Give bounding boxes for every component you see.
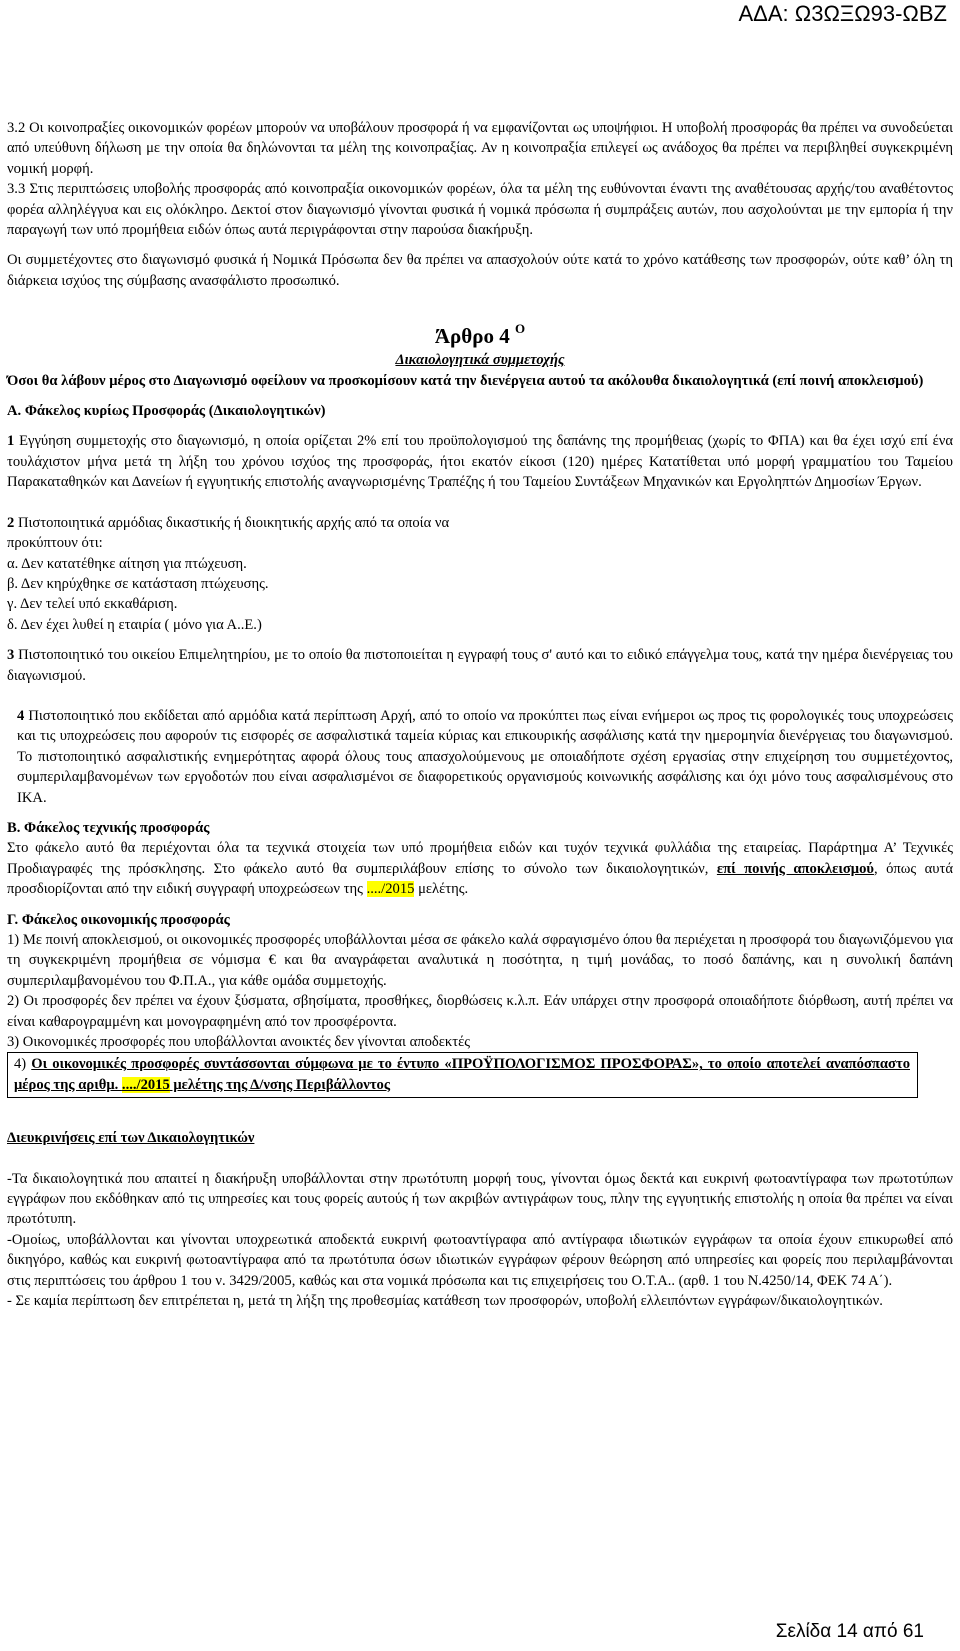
paragraph-3-3: 3.3 Στις περιπτώσεις υποβολής προσφοράς από κοινοπραξία οικονομικών φορέων, όλα τα μέλη της ευθύνονται έναντι της αναθέτουσας αρχής/του αναθέτοντος φορέα αλληλέγγυα και εις ολόκληρο. Δεκτοί στον διαγωνισμό γίνονται φυσικά ή νομικά πρόσωπα ή συμπράξεις αυτών, που ασχολούνται με την εμπορία ή την παραγωγή των υπό προμήθεια ειδών όπως αυτά περιγράφονται στην παρούσα διακήρυξη. (7, 181, 953, 239)
item-4 (7, 706, 953, 808)
section-g-item-4-highlight: ..../2015 (121, 1076, 170, 1093)
item-2-line-2: προκύπτουν ότι: (7, 535, 103, 552)
item-2-number: 2 (7, 514, 15, 531)
intro-paragraph: Όσοι θα λάβουν μέρος στο Διαγωνισμό οφείλουν να προσκομίσουν κατά την διενέργεια αυτού τα ακόλουθα δικαιολογητικά (επί ποινή αποκλεισμού) (7, 372, 924, 389)
item-2-d: δ. Δεν έχει λυθεί η εταιρία ( μόνο για Α..Ε.) (7, 616, 262, 633)
paragraph-participants: Οι συμμετέχοντες στο διαγωνισμό φυσικά ή Νομικά Πρόσωπα δεν θα πρέπει να απασχολούν ούτε κατά το χρόνο κατάθεσης των προσφορών, ούτε καθ’ όλη τη διάρκεια ισχύος της σύμβασης ανασφάλιστο προσωπικό. (7, 252, 953, 289)
item-2-text: Πιστοποιητικά αρμόδιας δικαστικής ή διοικητικής αρχής από τα οποία να (14, 514, 450, 531)
section-g-item-4-text-1: Οι οικονομικές προσφορές συντάσσονται σύμφωνα με το έντυπο «ΠΡΟΫΠΟΛΟΓΙΣΜΟΣ ΠΡΟΣΦΟΡΑΣ», το οποίο αποτελεί αναπόσπαστο μέρος της αριθμ. (14, 1056, 910, 1093)
item-2-b: β. Δεν κηρύχθηκε σε κατάσταση πτώχευσης. (7, 575, 269, 592)
clarification-1: -Τα δικαιολογητικά που απαιτεί η διακήρυξη υποβάλλονται στην πρωτότυπη μορφή τους, γίνονται όμως δεκτά και ευκρινή φωτοαντίγραφα των πρωτοτύπων εγγράφων που εκδόθηκαν από τις υπηρεσίες και τους φορείς αυτούς ή των ακριβών αντιγράφων τους, πλην της εγγυητικής επιστολής η οποία θα πρέπει να είναι πρωτότυπη. (7, 1170, 953, 1228)
section-b-text-2: , όπως αυτά προσδιορίζονται από την ειδική συγγραφή υποχρεώσεων της (7, 860, 953, 898)
section-g-item-4 (14, 1054, 910, 1095)
section-g-item-4-box (7, 1052, 918, 1098)
section-g-item-3: 3) Οικονομικές προσφορές που υποβάλλονται ανοικτές δεν γίνονται αποδεκτές (7, 1034, 471, 1051)
section-b-title: Β. Φάκελος τεχνικής προσφοράς (7, 819, 210, 836)
section-b-highlight: ..../2015 (366, 881, 415, 898)
section-b-text-3: μελέτης. (414, 881, 469, 898)
article-superscript: Ο (514, 321, 526, 337)
section-g-item-4-number: 4) (14, 1056, 32, 1073)
section-g-item-1: 1) Με ποινή αποκλεισμού, οι οικονομικές προσφορές υποβάλλονται μέσα σε φάκελο καλά σφραγισμένο όπου θα περιέχεται η προσφορά του διαγωνιζόμενου για τη συγκεκριμένη προμήθεια σε νόμισμα € και θα αναγράφεται αναλυτικά η ποσότητα, η τιμή μονάδας, το ποσό δαπάνης, και η συνολική δαπάνη συμπεριλαμβανομένου του Φ.Π.Α., για κάθε ομάδα συμμετοχής. (7, 932, 953, 989)
section-g-title: Γ. Φάκελος οικονομικής προσφοράς (7, 911, 230, 928)
clarification-2: -Ομοίως, υποβάλλονται και γίνονται υποχρεωτικά αποδεκτά ευκρινή φωτοαντίγραφα από αντίγραφα ιδιωτικών εγγράφων τα οποία έχουν επικυρωθεί από δικηγόρο, καθώς και ευκρινή φωτοαντίγραφα από τα πρωτότυπα όσων ιδιωτικών εγγράφων φέρουν θεώρηση από υπηρεσίες και φορείς που περιλαμβάνονται στις περιπτώσεις του άρθρου 1 του ν. 3429/2005, καθώς και στα νομικά πρόσωπα και τις επιχειρήσεις του Ο.Τ.Α.. (αρθ. 1 του Ν.4250/14, ΦΕΚ 74 Α΄). (7, 1231, 953, 1289)
article-title: Άρθρο 4 (434, 324, 510, 349)
section-a-title: Α. Φάκελος κυρίως Προσφοράς (Δικαιολογητικών) (7, 403, 326, 420)
section-g-item-2: 2) Οι προσφορές δεν πρέπει να έχουν ξύσματα, σβησίματα, προσθήκες, διορθώσεις κ.λ.π. Εάν υπάρχει στην προσφορά οποιαδήποτε διόρθωση, αυτή πρέπει να είναι καθαρογραμμένη και μονογραφημένη από τον προσφέροντα. (7, 993, 953, 1030)
item-1 (7, 431, 953, 492)
item-3-text: Πιστοποιητικό του οικείου Επιμελητηρίου, με το οποίο θα πιστοποιείται η εγγραφή τους σ' αυτό και το ειδικό επάγγελμα τους, κατά την ημέρα διενέργειας του διαγωνισμού. (7, 647, 953, 684)
item-3-number: 3 (7, 647, 15, 664)
item-2-a: α. Δεν κατατέθηκε αίτηση για πτώχευση. (7, 555, 247, 572)
page-number: Σελίδα 14 από 61 (775, 1621, 924, 1642)
section-b-text-1: Στο φάκελο αυτό θα περιέχονται όλα τα τεχνικά στοιχεία των υπό προμήθεια ειδών και τυχόν τεχνικά φυλλάδια της εταιρείας. Παράρτημα Α’ Τεχνικές Προδιαγραφές της πρόσκλησης. Στο φάκελο αυτό θα συμπεριλάβουν επίσης το σύνολο των δικαιολογητικών, (7, 840, 953, 877)
ada-code: ΑΔΑ: Ω3ΩΞΩ93-ΩΒΖ (738, 1, 947, 26)
section-b-bold: επί ποινής αποκλεισμού (716, 860, 874, 877)
article-heading (7, 315, 953, 350)
paragraph-3-2: 3.2 Οι κοινοπραξίες οικονομικών φορέων μπορούν να υποβάλουν προσφορά ή να εμφανίζονται ως υποψήφιοι. Η υποβολή προσφοράς θα πρέπει να συνοδεύεται από υπεύθυνη δήλωση με την οποία θα δηλώνονται τα μέλη της κοινοπραξίας. Αν η κοινοπραξία επιλεγεί ως ανάδοχος θα πρέπει να περιβληθεί συγκεκριμένη νομική μορφή. (7, 120, 953, 177)
item-4-text: Πιστοποιητικό που εκδίδεται από αρμόδια κατά περίπτωση Αρχή, από το οποίο να προκύπτει πως είναι ενήμεροι ως προς τις φορολογικές τους υποχρεώσεις και τις υποχρεώσεις που αφορούν τις εισφορές σε ασφαλιστικά ταμεία κύριας και επικουρικής ασφάλισης κατά την ημερομηνία διενέργειας του διαγωνισμού. Το πιστοποιητικό ασφαλιστικής ενημερότητας αφορά όλους τους απασχολούμενους με οποιαδήποτε σχέση εργασίας στην επιχείρηση του συμμετέχοντος, συμπεριλαμβανομένων των εργοδοτών που είναι ασφαλισμένοι σε διαφορετικούς οργανισμούς κοινωνικής ασφάλισης και όχι μόνο τους ασφαλισμένους στο ΙΚΑ. (17, 707, 953, 806)
section-g-item-4-text-2: μελέτης της Δ/νσης Περιβάλλοντος (169, 1076, 391, 1093)
clarification-3: - Σε καμία περίπτωση δεν επιτρέπεται η, μετά τη λήξη της προθεσμίας κατάθεση των προσφορών, υποβολή ελλειπόντων εγγράφων/δικαιολογητικών. (7, 1293, 883, 1310)
item-3 (7, 645, 953, 686)
item-2-line-1 (7, 513, 953, 533)
item-4-number: 4 (17, 707, 25, 724)
clarifications-title: Διευκρινήσεις επί των Δικαιολογητικών (7, 1130, 255, 1147)
section-b-paragraph (7, 838, 953, 899)
document-body (7, 118, 953, 1312)
item-2-c: γ. Δεν τελεί υπό εκκαθάριση. (7, 596, 178, 613)
item-1-text: Εγγύηση συμμετοχής στο διαγωνισμό, η οποία ορίζεται 2% επί του προϋπολογισμού της δαπάνης της προμήθειας (χωρίς το ΦΠΑ) και θα έχει ισχύ επί ένα τουλάχιστον μήνα μετά τη λήξη του χρόνου ισχύος της προσφοράς, ήτοι εκατόν είκοσι (120) ημέρες Κατατίθεται υπό μορφή γραμματίου του Ταμείου Παρακαταθηκών και Δανείων ή εγγυητικής επιστολής αναγνωρισμένης Τραπέζης ή του Ταμείου Συντάξεων Μηχανικών και Εργοληπτών Δημοσίων Έργων. (7, 433, 953, 491)
item-1-number: 1 (7, 433, 15, 450)
article-subtitle: Δικαιολογητικά συμμετοχής (395, 352, 565, 369)
